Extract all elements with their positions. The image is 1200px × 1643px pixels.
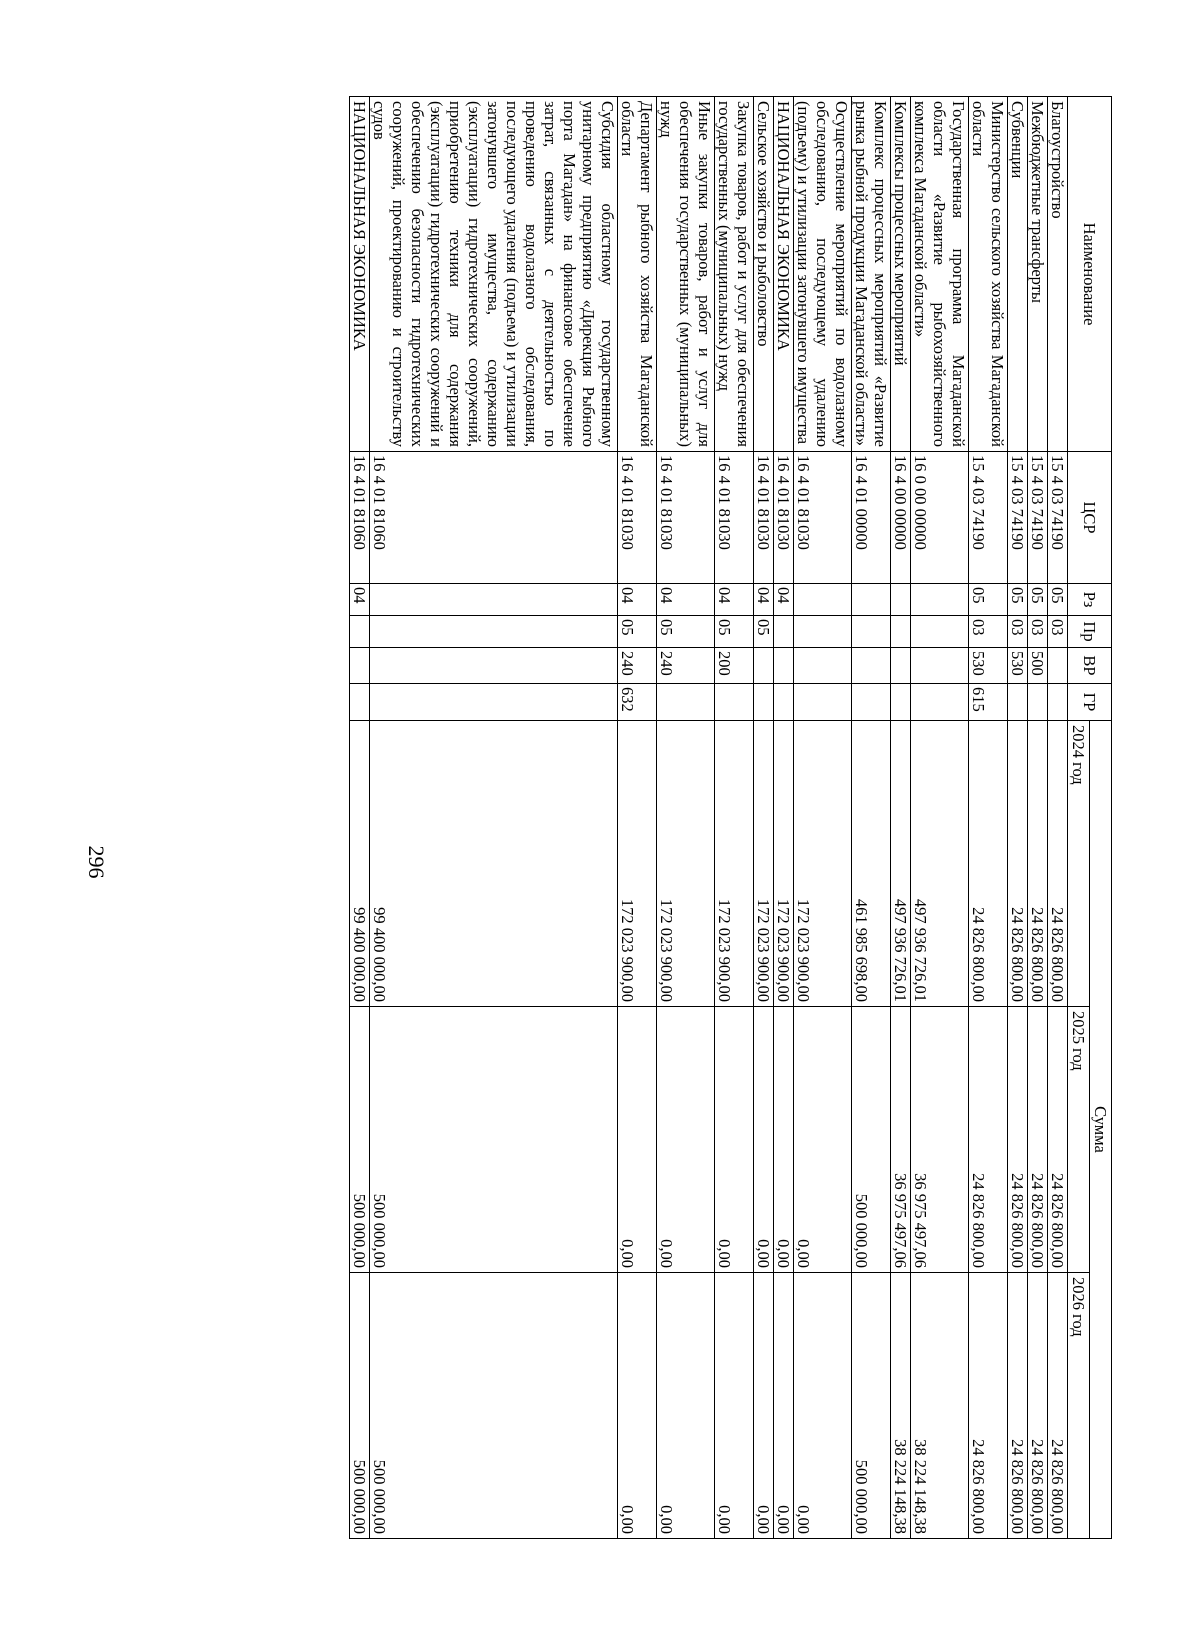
cell-y2026: 0,00	[774, 1273, 794, 1539]
cell-name: Государственная программа Магаданской области «Развитие рыбохозяйственного комплекса Магаданской области»	[911, 97, 969, 452]
cell-pr	[852, 616, 891, 648]
cell-y2024: 99 400 000,00	[370, 721, 618, 1007]
table-row	[657, 97, 715, 1539]
cell-csr: 16 0 00 00000	[911, 452, 969, 584]
cell-y2026: 500 000,00	[350, 1273, 370, 1539]
cell-vr	[852, 648, 891, 684]
table-row	[794, 97, 852, 1539]
table-row	[370, 97, 618, 1539]
cell-csr: 16 4 01 81060	[350, 452, 370, 584]
cell-gr	[911, 684, 969, 721]
cell-y2025: 0,00	[794, 1007, 852, 1273]
cell-vr: 240	[657, 648, 715, 684]
cell-pr: 05	[657, 616, 715, 648]
cell-pr: 03	[969, 616, 1008, 648]
cell-y2025: 24 826 800,00	[1028, 1007, 1048, 1273]
cell-csr: 16 4 00 00000	[891, 452, 911, 584]
cell-y2026: 0,00	[715, 1273, 754, 1539]
table-row	[891, 97, 911, 1539]
cell-pr: 05	[618, 616, 657, 648]
cell-gr	[891, 684, 911, 721]
cell-y2026: 24 826 800,00	[1028, 1273, 1048, 1539]
cell-csr: 15 4 03 74190	[1008, 452, 1028, 584]
cell-rz: 04	[657, 584, 715, 616]
cell-csr: 16 4 01 81030	[715, 452, 754, 584]
cell-vr	[350, 648, 370, 684]
cell-y2025: 36 975 497,06	[891, 1007, 911, 1273]
cell-name: НАЦИОНАЛЬНАЯ ЭКОНОМИКА	[350, 97, 370, 452]
cell-gr	[774, 684, 794, 721]
cell-y2025: 0,00	[774, 1007, 794, 1273]
table-row	[774, 97, 794, 1539]
cell-y2026: 24 826 800,00	[1008, 1273, 1028, 1539]
cell-gr	[794, 684, 852, 721]
cell-name: Межбюджетные трансферты	[1028, 97, 1048, 452]
cell-rz: 05	[1028, 584, 1048, 616]
header-year-2025: 2025 год	[1068, 1007, 1090, 1273]
cell-y2024: 24 826 800,00	[1028, 721, 1048, 1007]
cell-name: Сельское хозяйство и рыболовство	[754, 97, 774, 452]
cell-vr	[891, 648, 911, 684]
cell-name: Министерство сельского хозяйства Магаданской области	[969, 97, 1008, 452]
cell-y2026: 24 826 800,00	[1048, 1273, 1068, 1539]
cell-csr: 15 4 03 74190	[1028, 452, 1048, 584]
cell-y2025: 0,00	[657, 1007, 715, 1273]
table-body	[350, 97, 1068, 1539]
header-pr: Пр	[1068, 616, 1112, 648]
cell-gr: 632	[618, 684, 657, 721]
cell-gr	[715, 684, 754, 721]
header-vr: ВР	[1068, 648, 1112, 684]
cell-y2025: 500 000,00	[350, 1007, 370, 1273]
cell-gr	[1008, 684, 1028, 721]
cell-csr: 16 4 01 81030	[794, 452, 852, 584]
cell-gr	[370, 684, 618, 721]
cell-gr	[754, 684, 774, 721]
cell-pr	[911, 616, 969, 648]
cell-vr: 200	[715, 648, 754, 684]
cell-vr	[754, 648, 774, 684]
cell-name: Субсидия областному государственному унитарному предприятию «Дирекция Рыбного порта Магадан» на финансовое обеспечение затрат, связанных с деятельностью по проведению водолазного обследования, последующего удаления (подъема) и утилизации затонувшего имущества, содержанию (эксплуатации) гидротехнических сооружений, приобретению техники для содержания (эксплуатации) гидротехнических сооружений и обеспечению безопасности гидротехнических сооружений, проектированию и строительству судов	[370, 97, 618, 452]
cell-csr: 16 4 01 81030	[754, 452, 774, 584]
cell-name: Департамент рыбного хозяйства Магаданской области	[618, 97, 657, 452]
cell-y2026: 38 224 148,38	[911, 1273, 969, 1539]
cell-pr	[891, 616, 911, 648]
table-row	[852, 97, 891, 1539]
table-row	[715, 97, 754, 1539]
table-row	[911, 97, 969, 1539]
cell-y2024: 172 023 900,00	[754, 721, 774, 1007]
header-csr: ЦСР	[1068, 452, 1112, 584]
header-rz: Рз	[1068, 584, 1112, 616]
cell-pr: 05	[715, 616, 754, 648]
table-row	[350, 97, 370, 1539]
cell-vr: 530	[1008, 648, 1028, 684]
cell-pr	[774, 616, 794, 648]
cell-y2024: 172 023 900,00	[657, 721, 715, 1007]
cell-y2026: 0,00	[754, 1273, 774, 1539]
table-row	[754, 97, 774, 1539]
cell-rz	[891, 584, 911, 616]
cell-y2024: 172 023 900,00	[618, 721, 657, 1007]
page-number: 296	[84, 845, 109, 879]
cell-vr	[774, 648, 794, 684]
cell-y2026: 24 826 800,00	[969, 1273, 1008, 1539]
cell-y2026: 500 000,00	[852, 1273, 891, 1539]
cell-rz: 05	[1048, 584, 1068, 616]
cell-gr	[657, 684, 715, 721]
cell-y2024: 497 936 726,01	[911, 721, 969, 1007]
cell-name: НАЦИОНАЛЬНАЯ ЭКОНОМИКА	[774, 97, 794, 452]
cell-pr: 05	[754, 616, 774, 648]
cell-rz: 04	[754, 584, 774, 616]
cell-name: Закупка товаров, работ и услуг для обеспечения государственных (муниципальных) нужд	[715, 97, 754, 452]
cell-y2026: 500 000,00	[370, 1273, 618, 1539]
cell-y2025: 24 826 800,00	[1008, 1007, 1028, 1273]
cell-y2024: 24 826 800,00	[1008, 721, 1028, 1007]
budget-table	[349, 96, 1112, 1539]
cell-csr: 16 4 01 81030	[657, 452, 715, 584]
cell-y2026: 38 224 148,38	[891, 1273, 911, 1539]
cell-y2024: 24 826 800,00	[969, 721, 1008, 1007]
cell-gr	[852, 684, 891, 721]
cell-pr: 03	[1028, 616, 1048, 648]
cell-y2025: 0,00	[754, 1007, 774, 1273]
cell-rz: 05	[1008, 584, 1028, 616]
cell-rz	[370, 584, 618, 616]
cell-name: Иные закупки товаров, работ и услуг для обеспечения государственных (муниципальных) нужд	[657, 97, 715, 452]
cell-pr	[350, 616, 370, 648]
cell-name: Комплексы процессных мероприятий	[891, 97, 911, 452]
cell-y2024: 99 400 000,00	[350, 721, 370, 1007]
cell-csr: 16 4 01 81030	[618, 452, 657, 584]
cell-csr: 15 4 03 74190	[969, 452, 1008, 584]
cell-rz: 04	[350, 584, 370, 616]
cell-y2024: 497 936 726,01	[891, 721, 911, 1007]
cell-y2025: 500 000,00	[370, 1007, 618, 1273]
cell-pr: 03	[1008, 616, 1028, 648]
cell-name: Комплекс процессных мероприятий «Развитие рынка рыбной продукции Магаданской области»	[852, 97, 891, 452]
cell-gr	[350, 684, 370, 721]
budget-table-rotated	[172, 96, 1112, 1538]
cell-rz: 04	[618, 584, 657, 616]
cell-gr	[1048, 684, 1068, 721]
header-name: Наименование	[1068, 97, 1112, 452]
cell-name: Субвенции	[1008, 97, 1028, 452]
cell-vr: 240	[618, 648, 657, 684]
cell-csr: 16 4 01 81030	[774, 452, 794, 584]
cell-rz	[794, 584, 852, 616]
cell-y2024: 172 023 900,00	[774, 721, 794, 1007]
cell-y2026: 0,00	[794, 1273, 852, 1539]
cell-vr: 500	[1028, 648, 1048, 684]
cell-y2026: 0,00	[618, 1273, 657, 1539]
cell-csr: 15 4 03 74190	[1048, 452, 1068, 584]
table-row	[969, 97, 1008, 1539]
cell-vr	[794, 648, 852, 684]
table-row	[1008, 97, 1028, 1539]
cell-rz: 04	[715, 584, 754, 616]
cell-pr	[370, 616, 618, 648]
cell-pr: 03	[1048, 616, 1068, 648]
cell-y2025: 36 975 497,06	[911, 1007, 969, 1273]
cell-pr	[794, 616, 852, 648]
cell-vr	[370, 648, 618, 684]
header-gr: ГР	[1068, 684, 1112, 721]
cell-y2024: 172 023 900,00	[794, 721, 852, 1007]
header-year-2024: 2024 год	[1068, 721, 1090, 1007]
cell-y2025: 0,00	[715, 1007, 754, 1273]
cell-rz: 04	[774, 584, 794, 616]
header-year-2026: 2026 год	[1068, 1273, 1090, 1539]
table-row	[1048, 97, 1068, 1539]
cell-name: Благоустройство	[1048, 97, 1068, 452]
cell-y2025: 24 826 800,00	[969, 1007, 1008, 1273]
cell-csr: 16 4 01 81060	[370, 452, 618, 584]
cell-rz: 05	[969, 584, 1008, 616]
cell-gr	[1028, 684, 1048, 721]
table-row	[1028, 97, 1048, 1539]
cell-csr: 16 4 01 00000	[852, 452, 891, 584]
table-row	[618, 97, 657, 1539]
cell-y2024: 461 985 698,00	[852, 721, 891, 1007]
cell-vr: 530	[969, 648, 1008, 684]
cell-vr	[911, 648, 969, 684]
cell-y2025: 500 000,00	[852, 1007, 891, 1273]
cell-y2025: 0,00	[618, 1007, 657, 1273]
header-sum: Сумма	[1090, 721, 1112, 1539]
cell-y2025: 24 826 800,00	[1048, 1007, 1068, 1273]
cell-rz	[911, 584, 969, 616]
cell-rz	[852, 584, 891, 616]
cell-y2026: 0,00	[657, 1273, 715, 1539]
cell-gr: 615	[969, 684, 1008, 721]
cell-name: Осуществление мероприятий по водолазному обследованию, последующему удалению (подъему) и утилизации затонувшего имущества	[794, 97, 852, 452]
cell-y2024: 172 023 900,00	[715, 721, 754, 1007]
cell-vr	[1048, 648, 1068, 684]
cell-y2024: 24 826 800,00	[1048, 721, 1068, 1007]
